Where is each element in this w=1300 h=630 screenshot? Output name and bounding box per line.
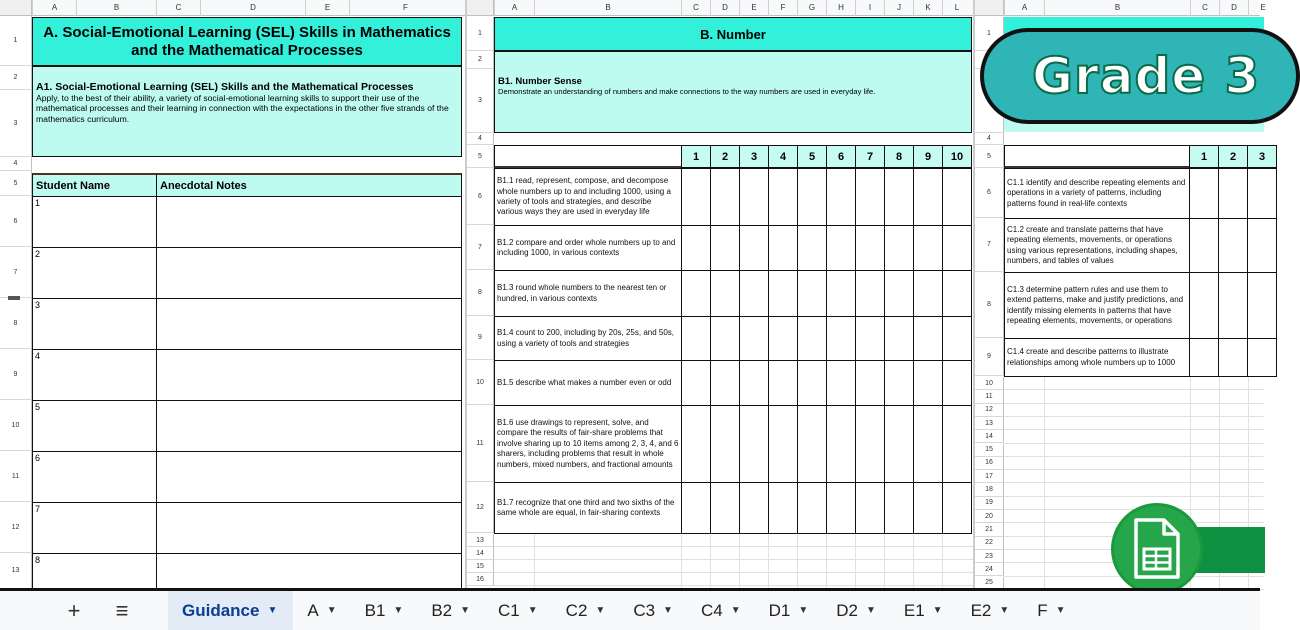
student-column-header: 3 (739, 145, 769, 168)
assessment-checkbox-cell[interactable] (681, 270, 711, 317)
sheet-tab-label: D2 (836, 600, 858, 620)
assessment-checkbox-cell[interactable] (768, 360, 798, 406)
assessment-checkbox-cell[interactable] (913, 270, 943, 317)
sheet-tab-label: C4 (700, 600, 723, 620)
col-l-header[interactable]: L (942, 0, 971, 16)
col-c-header[interactable]: C (1190, 0, 1219, 16)
assessment-checkbox-cell[interactable] (681, 482, 711, 534)
expectation-cell[interactable]: C1.2 create and translate patterns that have repeating elements, movements, or operations using various representations, including shapes, numbers, and tables of values (1004, 218, 1190, 273)
assessment-checkbox-cell[interactable] (681, 360, 711, 406)
row-header[interactable]: 5 (975, 145, 1004, 168)
chevron-down-icon[interactable]: ▼ (932, 605, 943, 616)
row-header[interactable]: 23 (975, 550, 1004, 563)
assessment-checkbox-cell[interactable] (913, 405, 943, 483)
sheet-tab-label: B1 (364, 600, 386, 620)
student-column-header: 10 (942, 145, 972, 168)
grid-line (710, 534, 711, 588)
sheet-tab-c4[interactable] (687, 591, 755, 630)
assessment-checkbox-cell[interactable] (1218, 218, 1248, 273)
row-header[interactable]: 15 (467, 560, 494, 573)
grid-line (855, 534, 856, 588)
expectation-cell[interactable]: B1.3 round whole numbers to the nearest ten or hundred, in various contexts (494, 270, 682, 317)
anecdotal-notes-header: Anecdotal Notes (156, 173, 462, 197)
assessment-checkbox-cell[interactable] (739, 482, 769, 534)
number-title: B. Number (494, 17, 972, 51)
grade-label-banner (980, 28, 1300, 124)
row-header[interactable]: 7 (467, 225, 494, 270)
assessment-checkbox-cell[interactable] (884, 405, 914, 483)
assessment-checkbox-cell[interactable] (826, 405, 856, 483)
col-c-header[interactable]: C (681, 0, 710, 16)
col-d-header[interactable]: D (710, 0, 739, 16)
assessment-checkbox-cell[interactable] (768, 482, 798, 534)
col-g-header[interactable]: G (797, 0, 826, 16)
assessment-checkbox-cell[interactable] (913, 316, 943, 361)
number-subtitle: B1. Number Sense (498, 76, 582, 87)
select-all-corner[interactable] (0, 0, 32, 16)
row-header[interactable]: 6 (975, 168, 1004, 218)
assessment-checkbox-cell[interactable] (826, 270, 856, 317)
select-all-corner[interactable] (467, 0, 494, 16)
sheet-tab-label: E2 (970, 600, 992, 620)
grid-line (1004, 389, 1264, 390)
expectation-cell[interactable]: C1.1 identify and describe repeating elements and operations in a variety of patterns, including patterns found in real-life contexts (1004, 168, 1190, 219)
row-header[interactable]: 16 (975, 457, 1004, 470)
col-a-header[interactable]: A (1004, 0, 1044, 16)
assessment-checkbox-cell[interactable] (855, 405, 885, 483)
assessment-checkbox-cell[interactable] (739, 225, 769, 271)
assessment-checkbox-cell[interactable] (768, 168, 798, 226)
grid-line (1044, 377, 1045, 589)
assessment-checkbox-cell[interactable] (1189, 338, 1219, 377)
number-sheet-panel (465, 0, 973, 588)
row-header[interactable]: 1 (467, 17, 494, 51)
number-description: Demonstrate an understanding of numbers and make connections to the way numbers are used in everyday life. (498, 87, 876, 96)
row-header[interactable]: 21 (975, 523, 1004, 536)
expectation-cell[interactable]: B1.4 count to 200, including by 20s, 25s, and 50s, using a variety of tools and strategies (494, 316, 682, 361)
student-column-header: 2 (710, 145, 740, 168)
row-header[interactable]: 4 (467, 133, 494, 145)
expectation-cell[interactable]: B1.1 read, represent, compose, and decompose whole numbers up to and including 1000, using a variety of tools and strategies, and describe various ways they are used in everyday life (494, 168, 682, 226)
row-header[interactable]: 7 (975, 218, 1004, 272)
expectation-header-blank (494, 145, 682, 168)
grid-line (534, 534, 535, 588)
chevron-down-icon[interactable]: ▼ (527, 605, 538, 616)
sel-expectation-block (32, 66, 462, 157)
assessment-checkbox-cell[interactable] (942, 270, 972, 317)
grid-line (797, 534, 798, 588)
row-header[interactable]: 13 (0, 553, 32, 589)
row-header[interactable]: 18 (975, 483, 1004, 496)
col-a-header[interactable]: A (494, 0, 534, 16)
chevron-down-icon[interactable]: ▼ (267, 605, 278, 616)
row-header[interactable]: 12 (467, 482, 494, 533)
sheet-tab-c1[interactable] (484, 591, 552, 630)
col-d-header[interactable]: D (200, 0, 305, 16)
add-sheet-button[interactable]: + (67, 597, 81, 623)
assessment-checkbox-cell[interactable] (826, 316, 856, 361)
expectation-cell[interactable]: B1.2 compare and order whole numbers up to and including 1000, in various contexts (494, 225, 682, 271)
student-name-cell[interactable]: 1 (32, 196, 157, 248)
chevron-down-icon[interactable]: ▼ (730, 605, 741, 616)
assessment-checkbox-cell[interactable] (884, 360, 914, 406)
assessment-checkbox-cell[interactable] (1247, 168, 1277, 219)
row-header[interactable]: 11 (975, 390, 1004, 403)
row-header[interactable]: 1 (0, 16, 32, 66)
anecdotal-notes-cell[interactable] (156, 400, 462, 452)
assessment-checkbox-cell[interactable] (710, 316, 740, 361)
col-b-header[interactable]: B (534, 0, 681, 16)
anecdotal-notes-cell[interactable] (156, 298, 462, 350)
row-header[interactable]: 10 (0, 400, 32, 451)
expectation-cell[interactable]: B1.5 describe what makes a number even or odd (494, 360, 682, 406)
row-header[interactable]: 2 (0, 66, 32, 90)
student-column-header: 9 (913, 145, 943, 168)
row-header[interactable]: 11 (467, 405, 494, 482)
assessment-checkbox-cell[interactable] (681, 225, 711, 271)
grid-line (681, 534, 682, 588)
assessment-checkbox-cell[interactable] (739, 270, 769, 317)
expectation-cell[interactable]: C1.4 create and describe patterns to illustrate relationships among whole numbers up to 1000 (1004, 338, 1190, 377)
student-column-header: 1 (681, 145, 711, 168)
row-header[interactable]: 15 (975, 444, 1004, 457)
assessment-checkbox-cell[interactable] (942, 316, 972, 361)
grade-label: Grade 3 (1032, 47, 1261, 105)
student-name-cell[interactable]: 2 (32, 247, 157, 299)
assessment-checkbox-cell[interactable] (1218, 338, 1248, 377)
grid-line (1004, 496, 1264, 497)
row-header[interactable]: 10 (975, 377, 1004, 390)
assessment-checkbox-cell[interactable] (913, 360, 943, 406)
assessment-checkbox-cell[interactable] (681, 168, 711, 226)
row-header[interactable]: 25 (975, 577, 1004, 590)
column-header-bar (494, 0, 973, 16)
assessment-checkbox-cell[interactable] (884, 168, 914, 226)
assessment-checkbox-cell[interactable] (913, 168, 943, 226)
assessment-checkbox-cell[interactable] (710, 225, 740, 271)
sheet-tab-c2[interactable] (552, 591, 620, 630)
student-name-header: Student Name (32, 173, 157, 197)
sheet-tab-d1[interactable] (755, 591, 823, 630)
sheet-tab-guidance[interactable] (168, 591, 293, 630)
assessment-checkbox-cell[interactable] (768, 270, 798, 317)
sheet-tab-label: C1 (498, 600, 520, 620)
col-e-header[interactable]: E (1248, 0, 1277, 16)
assessment-checkbox-cell[interactable] (855, 168, 885, 226)
assessment-checkbox-cell[interactable] (681, 405, 711, 483)
row-header[interactable]: 12 (975, 404, 1004, 417)
row-header[interactable]: 2 (467, 51, 494, 69)
assessment-checkbox-cell[interactable] (913, 482, 943, 534)
assessment-checkbox-cell[interactable] (1247, 218, 1277, 273)
assessment-checkbox-cell[interactable] (942, 405, 972, 483)
row-header[interactable]: 3 (0, 90, 32, 157)
assessment-checkbox-cell[interactable] (855, 225, 885, 271)
anecdotal-notes-cell[interactable] (156, 247, 462, 299)
assessment-checkbox-cell[interactable] (942, 225, 972, 271)
grid-line (1004, 416, 1264, 417)
sel-sheet-panel (0, 0, 465, 588)
assessment-checkbox-cell[interactable] (1189, 168, 1219, 219)
student-column-header: 3 (1247, 145, 1277, 168)
col-e-header[interactable]: E (305, 0, 349, 16)
row-header[interactable]: 1 (975, 17, 1004, 51)
grid-line (494, 585, 974, 586)
select-all-corner[interactable] (975, 0, 1004, 16)
grid-line (1004, 429, 1264, 430)
assessment-checkbox-cell[interactable] (710, 482, 740, 534)
assessment-checkbox-cell[interactable] (797, 270, 827, 317)
col-e-header[interactable]: E (739, 0, 768, 16)
sel-subtitle: A1. Social-Emotional Learning (SEL) Skills and the Mathematical Processes (36, 81, 414, 93)
assessment-checkbox-cell[interactable] (768, 316, 798, 361)
student-name-cell[interactable]: 6 (32, 451, 157, 503)
number-sense-block (494, 51, 972, 133)
sheet-tab-c3[interactable] (619, 591, 687, 630)
sheet-tab-label: B2 (431, 600, 453, 620)
row-header[interactable]: 20 (975, 510, 1004, 523)
sheet-tab-f[interactable] (1023, 591, 1079, 630)
row-header[interactable]: 9 (467, 316, 494, 360)
expectation-header-blank (1004, 145, 1190, 168)
assessment-checkbox-cell[interactable] (797, 360, 827, 406)
grid-line (1004, 482, 1264, 483)
assessment-checkbox-cell[interactable] (710, 360, 740, 406)
chevron-down-icon[interactable]: ▼ (999, 605, 1010, 616)
column-header-bar (1004, 0, 1266, 16)
grid-line (913, 534, 914, 588)
anecdotal-notes-cell[interactable] (156, 451, 462, 503)
assessment-checkbox-cell[interactable] (884, 316, 914, 361)
assessment-checkbox-cell[interactable] (942, 482, 972, 534)
assessment-checkbox-cell[interactable] (739, 316, 769, 361)
assessment-checkbox-cell[interactable] (826, 225, 856, 271)
assessment-checkbox-cell[interactable] (1218, 168, 1248, 219)
row-header[interactable]: 10 (467, 360, 494, 405)
grid-line (494, 572, 974, 573)
row-header[interactable]: 16 (467, 573, 494, 586)
assessment-checkbox-cell[interactable] (855, 360, 885, 406)
assessment-checkbox-cell[interactable] (797, 316, 827, 361)
assessment-checkbox-cell[interactable] (1218, 272, 1248, 339)
assessment-checkbox-cell[interactable] (768, 225, 798, 271)
sel-title: A. Social-Emotional Learning (SEL) Skills in Mathematics and the Mathematical Processes (32, 17, 462, 66)
grid-line (494, 559, 974, 560)
sheet-tab-b2[interactable] (417, 591, 484, 630)
grid-line (739, 534, 740, 588)
assessment-checkbox-cell[interactable] (710, 270, 740, 317)
grid-line (1004, 443, 1264, 444)
sheet-tab-label: A (307, 600, 319, 620)
expectation-cell[interactable]: B1.7 recognize that one third and two sixths of the same whole are equal, in fair-sharing contexts (494, 482, 682, 534)
row-header[interactable]: 7 (0, 247, 32, 298)
row-header[interactable]: 8 (975, 272, 1004, 338)
row-header[interactable]: 17 (975, 470, 1004, 483)
assessment-checkbox-cell[interactable] (826, 360, 856, 406)
assessment-checkbox-cell[interactable] (681, 316, 711, 361)
grid-line (494, 546, 974, 547)
sheet-tab-e1[interactable] (890, 591, 957, 630)
student-column-header: 1 (1189, 145, 1219, 168)
sheet-tab-label: C3 (633, 600, 656, 620)
grid-line (1004, 403, 1264, 404)
row-header[interactable]: 14 (975, 430, 1004, 443)
grid-line (1004, 456, 1264, 457)
assessment-checkbox-cell[interactable] (884, 225, 914, 271)
col-b-header[interactable]: B (1044, 0, 1190, 16)
assessment-checkbox-cell[interactable] (768, 405, 798, 483)
col-f-header[interactable]: F (768, 0, 797, 16)
sheet-tab-label: F (1037, 600, 1048, 620)
col-k-header[interactable]: K (913, 0, 942, 16)
assessment-checkbox-cell[interactable] (884, 482, 914, 534)
student-column-header: 4 (768, 145, 798, 168)
google-sheets-icon (1111, 503, 1203, 595)
assessment-checkbox-cell[interactable] (826, 482, 856, 534)
student-name-cell[interactable]: 4 (32, 349, 157, 401)
student-column-header: 8 (884, 145, 914, 168)
row-header[interactable]: 4 (0, 157, 32, 171)
student-name-cell[interactable]: 8 (32, 553, 157, 605)
row-header[interactable]: 13 (467, 534, 494, 547)
chevron-down-icon[interactable]: ▼ (595, 605, 606, 616)
grid-line (1004, 469, 1264, 470)
column-header-bar (32, 0, 465, 16)
row-header[interactable]: 24 (975, 563, 1004, 576)
row-header[interactable]: 19 (975, 497, 1004, 510)
row-header[interactable]: 8 (0, 298, 32, 349)
chevron-down-icon[interactable]: ▼ (393, 605, 404, 616)
assessment-checkbox-cell[interactable] (942, 360, 972, 406)
col-c-header[interactable]: C (156, 0, 200, 16)
col-d-header[interactable]: D (1219, 0, 1248, 16)
expectation-cell[interactable]: B1.6 use drawings to represent, solve, and compare the results of fair-share problems that involve sharing up to 10 items among 2, 3, 4, and 6 sharers, including problems that result in whole numbers, mixed numbers, and fractional amounts (494, 405, 682, 483)
student-column-header: 2 (1218, 145, 1248, 168)
sheet-tab-label: E1 (903, 600, 925, 620)
sheet-tab-e2[interactable] (957, 591, 1024, 630)
freeze-handle-icon[interactable] (8, 296, 20, 300)
assessment-checkbox-cell[interactable] (797, 168, 827, 226)
col-b-header[interactable]: B (76, 0, 156, 16)
assessment-checkbox-cell[interactable] (1247, 272, 1277, 339)
chevron-down-icon[interactable]: ▼ (798, 605, 809, 616)
chevron-down-icon[interactable]: ▼ (326, 605, 337, 616)
student-name-cell[interactable]: 7 (32, 502, 157, 554)
row-header[interactable]: 8 (467, 270, 494, 316)
anecdotal-notes-cell[interactable] (156, 502, 462, 554)
all-sheets-menu-icon[interactable]: ≡ (115, 597, 129, 623)
grid-line (768, 534, 769, 588)
col-j-header[interactable]: J (884, 0, 913, 16)
assessment-checkbox-cell[interactable] (739, 405, 769, 483)
grid-line (942, 534, 943, 588)
sheet-tab-label: C2 (565, 600, 588, 620)
row-header[interactable]: 5 (467, 145, 494, 168)
sheet-tab-d2[interactable] (822, 591, 890, 630)
assessment-checkbox-cell[interactable] (797, 405, 827, 483)
assessment-checkbox-cell[interactable] (739, 360, 769, 406)
assessment-checkbox-cell[interactable] (797, 225, 827, 271)
col-h-header[interactable]: H (826, 0, 855, 16)
anecdotal-notes-cell[interactable] (156, 349, 462, 401)
row-header[interactable]: 14 (467, 547, 494, 560)
sheet-tab-b1[interactable] (351, 591, 418, 630)
assessment-checkbox-cell[interactable] (710, 405, 740, 483)
col-a-header[interactable]: A (32, 0, 76, 16)
row-header[interactable]: 4 (975, 133, 1004, 145)
row-header[interactable]: 11 (0, 451, 32, 502)
row-header[interactable]: 5 (0, 171, 32, 196)
row-header[interactable]: 22 (975, 537, 1004, 550)
col-i-header[interactable]: I (855, 0, 884, 16)
grid-line (826, 534, 827, 588)
assessment-checkbox-cell[interactable] (1247, 338, 1277, 377)
student-name-cell[interactable]: 3 (32, 298, 157, 350)
chevron-down-icon[interactable]: ▼ (663, 605, 673, 616)
sheet-tab-a[interactable] (293, 591, 350, 630)
student-column-header: 5 (797, 145, 827, 168)
row-header[interactable]: 3 (467, 69, 494, 133)
sel-description: Apply, to the best of their ability, a variety of social-emotional learning skills to support their use of the mathematical processes and their learning in connection with the expectations in the other five strands of the mathematics curriculum. (36, 93, 449, 124)
assessment-checkbox-cell[interactable] (913, 225, 943, 271)
assessment-checkbox-cell[interactable] (826, 168, 856, 226)
col-f-header[interactable]: F (349, 0, 461, 16)
expectation-cell[interactable]: C1.3 determine pattern rules and use them to extend patterns, make and justify predictions, and identify missing elements in patterns that have repeating elements, movements, or operations (1004, 272, 1190, 339)
assessment-checkbox-cell[interactable] (942, 168, 972, 226)
anecdotal-notes-cell[interactable] (156, 196, 462, 248)
assessment-checkbox-cell[interactable] (739, 168, 769, 226)
student-name-cell[interactable]: 5 (32, 400, 157, 452)
chevron-down-icon[interactable]: ▼ (1055, 605, 1066, 616)
student-column-header: 6 (826, 145, 856, 168)
assessment-checkbox-cell[interactable] (855, 316, 885, 361)
chevron-down-icon[interactable]: ▼ (460, 605, 471, 616)
row-header[interactable]: 6 (0, 196, 32, 247)
row-header[interactable]: 6 (467, 168, 494, 225)
assessment-checkbox-cell[interactable] (855, 482, 885, 534)
chevron-down-icon[interactable]: ▼ (865, 605, 876, 616)
row-header[interactable]: 12 (0, 502, 32, 553)
assessment-checkbox-cell[interactable] (855, 270, 885, 317)
row-header[interactable]: 9 (0, 349, 32, 400)
assessment-checkbox-cell[interactable] (1189, 272, 1219, 339)
assessment-checkbox-cell[interactable] (884, 270, 914, 317)
grid-line (884, 534, 885, 588)
row-header[interactable]: 9 (975, 338, 1004, 376)
assessment-checkbox-cell[interactable] (710, 168, 740, 226)
row-header[interactable]: 13 (975, 417, 1004, 430)
sheet-tab-label: D1 (768, 600, 791, 620)
assessment-checkbox-cell[interactable] (1189, 218, 1219, 273)
sheet-tab-label: Guidance (182, 600, 260, 620)
student-column-header: 7 (855, 145, 885, 168)
sheet-tab-bar (0, 588, 1260, 630)
assessment-checkbox-cell[interactable] (797, 482, 827, 534)
